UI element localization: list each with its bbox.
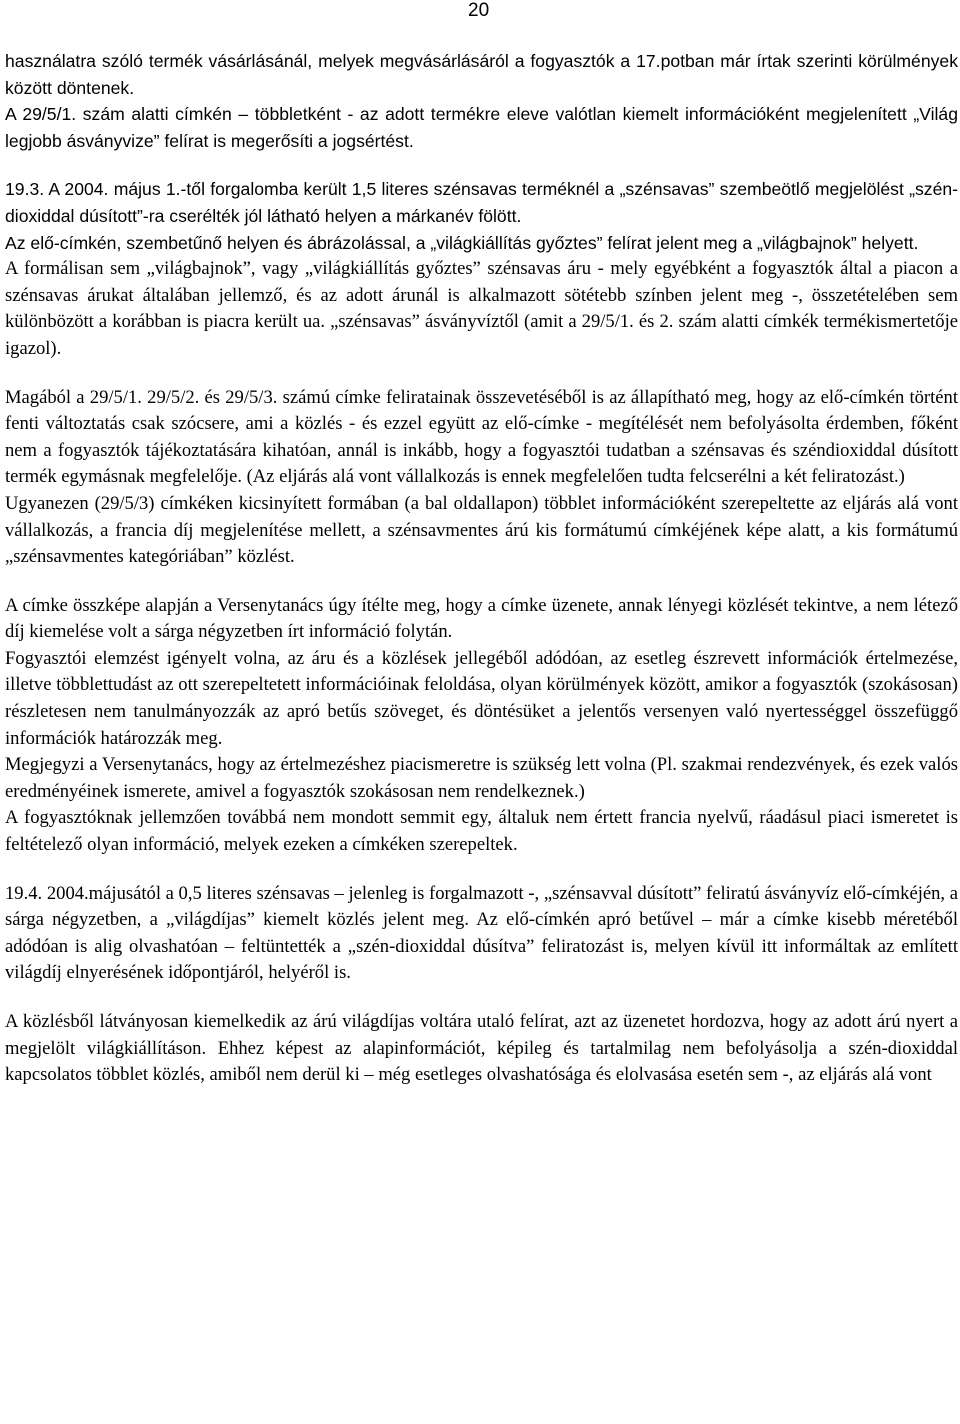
paragraph: Fogyasztói elemzést igényelt volna, az áru és a közlések jellegéből adódóan, az esetleg észrevett információk értelmezése, illetve többlettudást az ott szerepeltetett információinak feloldása, olyan körülmények között, amikor a fogyasztók (szokásosan) részletesen nem tanulmányozzák az apró betűs szöveget, és döntésüket a jelentős versenyen való nyertességgel összefüggő információk határozzák meg. bbox=[5, 647, 958, 749]
paragraph: A formálisan sem „világbajnok”, vagy „világkiállítás győztes” szénsavas áru - mely egyébként a fogyasztók által a piacon a szénsavas árukat általában jellemző, és az adott árunál is alkalmazott sötétebb színben jelent meg -, összetételében sem különbözött a korábban is piacra került ua. „szénsavas” ásványvíztől (amit a 29/5/1. és 2. szám alatti címkék termékismertetője igazol). bbox=[5, 258, 958, 359]
paragraph: 19.3. A 2004. május 1.-től forgalomba került 1,5 literes szénsavas terméknél a „szénsavas” szembeötlő megjelölést „szén-dioxiddal dúsított”-ra cserélték jól látható helyen a márkanév fölött. bbox=[5, 179, 958, 226]
paragraph: Magából a 29/5/1. 29/5/2. és 29/5/3. számú címke feliratainak összevetéséből is az állapítható meg, hogy az elő-címkén történt fenti változtatás csak szócsere, ami a közlés - és ezzel együtt az elő-címke - megítélését nem befolyásolta érdemben, főként nem a fogyasztók tájékoztatására kihatóan, annál is inkább, hogy a fogyasztói tudatban a szénsavas és széndioxiddal dúsított termék egymásnak megfelelője. (Az eljárás alá vont vállalkozás is ennek megfelelően tudta felcserélni a két feliratozást.) bbox=[5, 386, 958, 488]
paragraph: A fogyasztóknak jellemzően továbbá nem mondott semmit egy, általuk nem értett francia nyelvű, ráadásul piaci ismeretet is feltételező olyan információ, melyek ezeken a címkéken szerepeltek. bbox=[5, 807, 958, 856]
paragraph: 19.4. 2004.májusától a 0,5 literes szénsavas – jelenleg is forgalmazott -, „szénsavval dúsított” feliratú ásványvíz elő-címkéjén, a sárga négyzetben, a „világdíjas” kiemelt közlés jelent meg. Az elő-címkén apró betűvel – már a címke kisebb méretéből adódóan is alig olvashatóan – feltüntették a „szén-dioxiddal dúsítva” feliratozást is, melyen kívül itt informáltak az említett világdíj elnyerésének időpontjáról, helyéről is. bbox=[5, 882, 958, 984]
document-body bbox=[5, 48, 958, 1089]
paragraph: Megjegyzi a Versenytanács, hogy az értelmezéshez piacismeretre is szükség lett volna (Pl. szakmai rendezvények, és ezek valós eredményéinek ismerete, amivel a fogyasztók szokásosan nem rendelkeznek.) bbox=[5, 754, 958, 802]
paragraph: A 29/5/1. szám alatti címkén – többletként - az adott termékre eleve valótlan kiemelt információként megjelenített „Világ legjobb ásványvize” felírat is megerősíti a jogsértést. bbox=[5, 104, 958, 151]
paragraph: Ugyanezen (29/5/3) címkéken kicsinyített formában (a bal oldallapon) többlet információként szerepeltette az eljárás alá vont vállalkozás, a francia díj megjelenítése mellett, a szénsavmentes árú kis formátumú címkéjének képe alatt, a kis formátumú „szénsavmentes kategóriában” közlést. bbox=[5, 492, 958, 568]
paragraph: használatra szóló termék vásárlásánál, melyek megvásárlásáról a fogyasztók a 17.potban már írtak szerinti körülmények között döntenek. bbox=[5, 51, 958, 98]
paragraph: A címke összképe alapján a Versenytanács úgy ítélte meg, hogy a címke üzenete, annak lényegi közlését tekintve, a nem létező díj kiemelése volt a sárga négyzetben írt információ folytán. bbox=[5, 594, 958, 643]
page-number: 20 bbox=[468, 0, 490, 21]
paragraph: Az elő-címkén, szembetűnő helyen és ábrázolással, a „világkiállítás győztes” felírat jelent meg a „világbajnok” helyett. bbox=[5, 232, 919, 253]
paragraph: A közlésből látványosan kiemelkedik az árú világdíjas voltára utaló felírat, azt az üzenetet hordozva, hogy az adott árú nyert a megjelölt világkiállításon. Ehhez képest az alapinformációt, képileg és tartalmilag nem befolyásolja a szén-dioxiddal kapcsolatos többlet közlés, amiből nem derül ki – még esetleges olvashatósága és elolvasása esetén sem -, az eljárás alá vont bbox=[5, 1011, 958, 1086]
